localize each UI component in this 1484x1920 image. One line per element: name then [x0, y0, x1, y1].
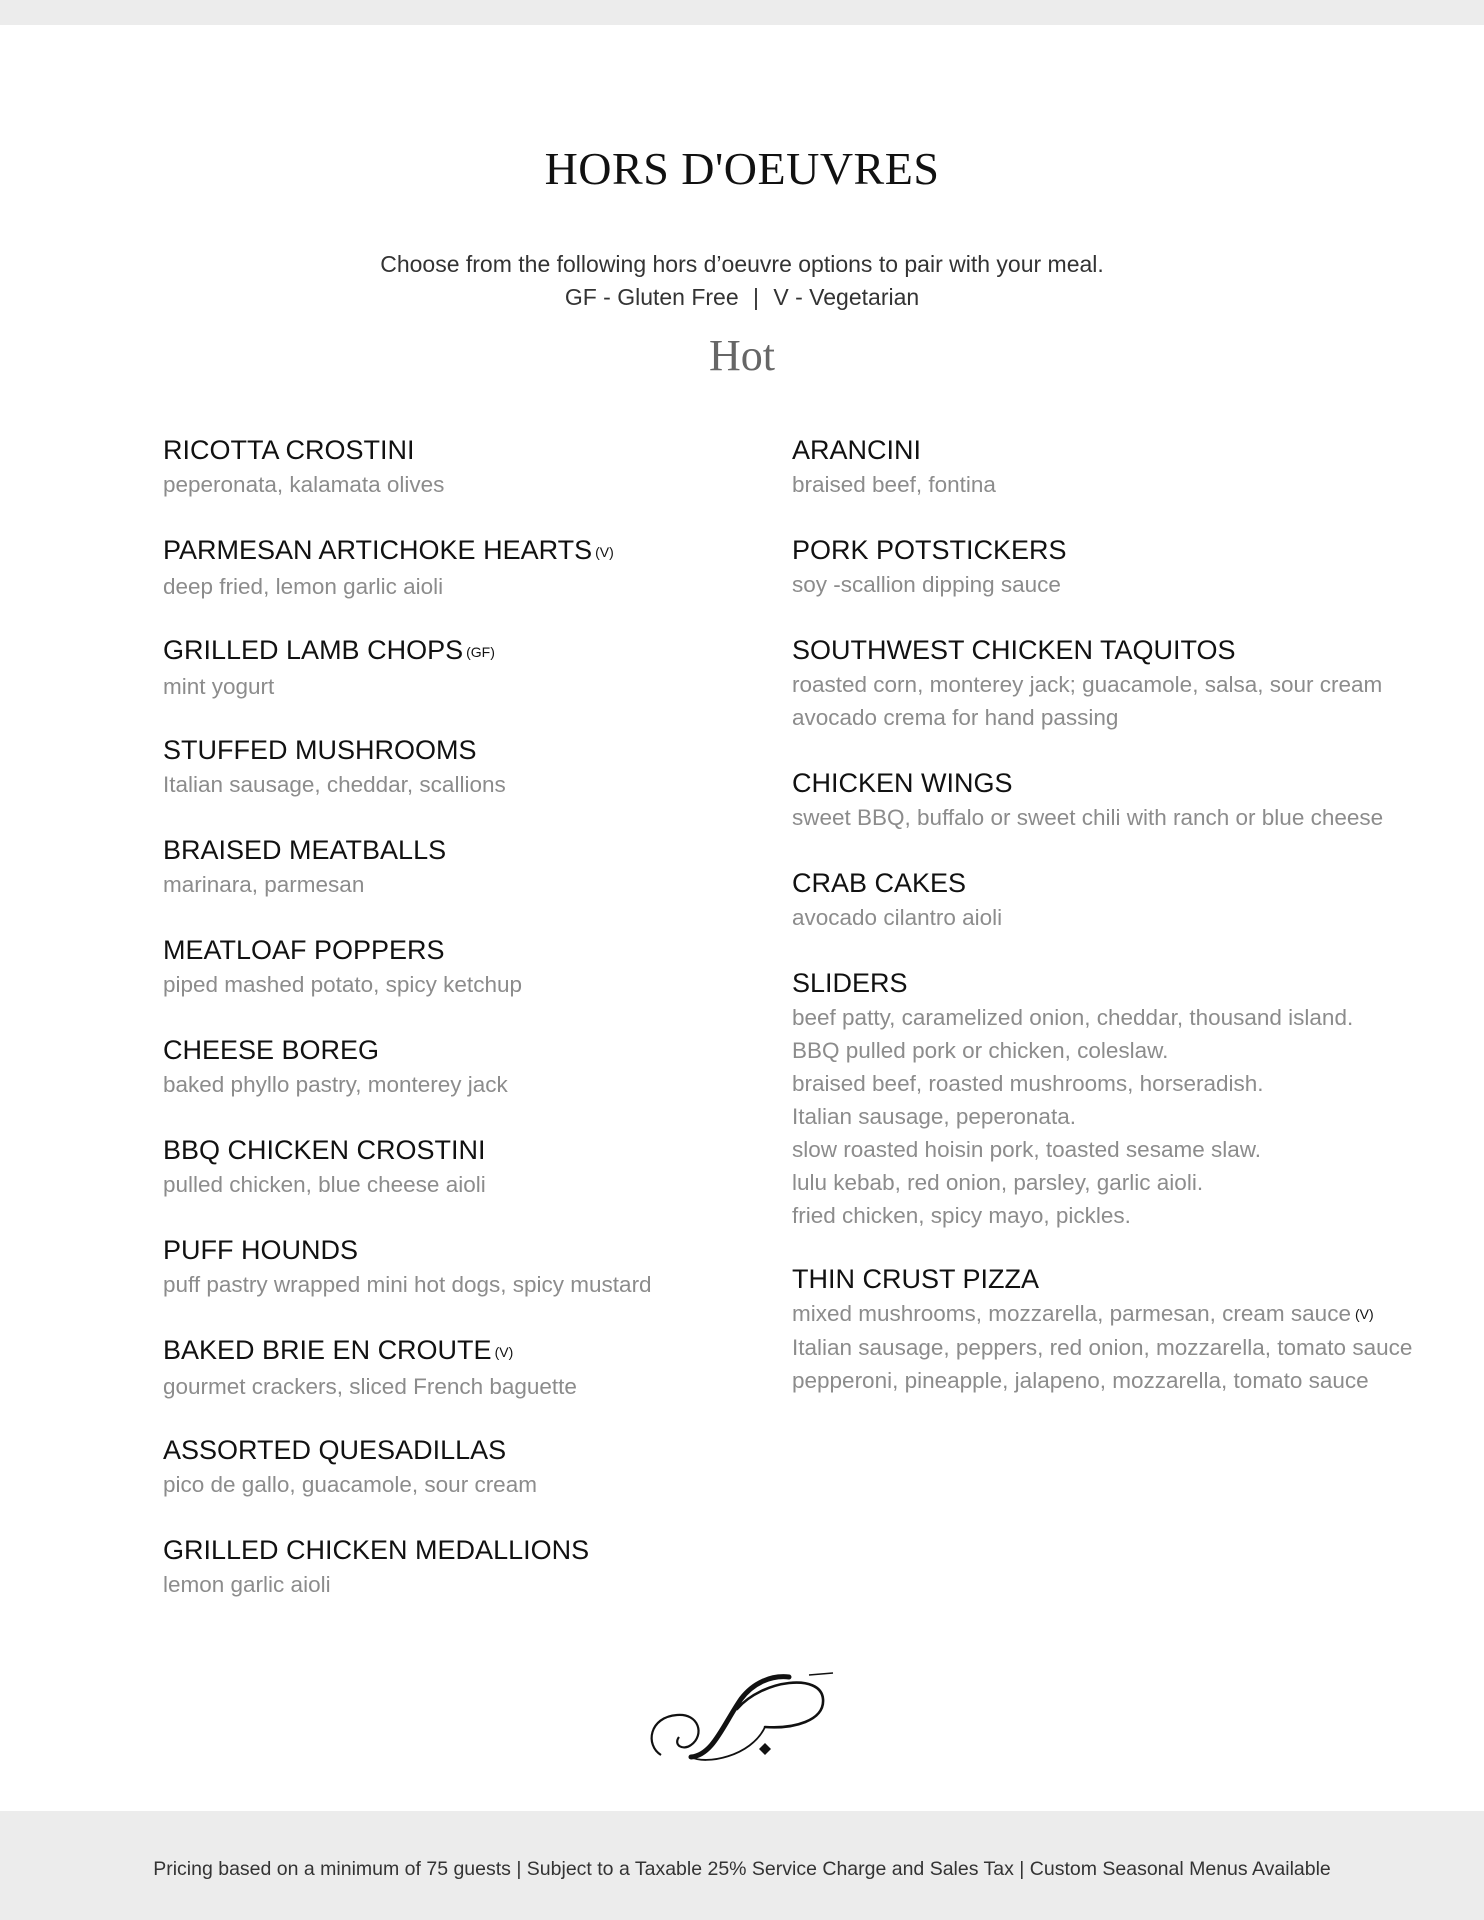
item-description: avocado cilantro aioli	[792, 905, 1003, 930]
description-line: avocado crema for hand passing	[792, 705, 1119, 730]
item-name: BBQ CHICKEN CROSTINI	[163, 1135, 486, 1165]
menu-item	[163, 1132, 763, 1232]
menu-item	[163, 632, 763, 732]
section-heading: Hot	[709, 331, 775, 380]
dietary-tag: (V)	[595, 544, 614, 560]
pricing-note: Pricing based on a minimum of 75 guests | Subject to a Taxable 25% Service Charge and Sales Tax | Custom Seasonal Menus Available	[153, 1858, 1331, 1880]
item-description: Italian sausage, cheddar, scallions	[163, 772, 506, 797]
description-line: Italian sausage, peppers, red onion, mozzarella, tomato sauce	[792, 1335, 1413, 1360]
item-name: BAKED BRIE EN CROUTE (V)	[163, 1335, 514, 1365]
right-menu-column	[792, 432, 1432, 1393]
item-description: puff pastry wrapped mini hot dogs, spicy mustard	[163, 1272, 652, 1297]
item-description: deep fried, lemon garlic aioli	[163, 574, 444, 599]
item-description: peperonata, kalamata olives	[163, 472, 445, 497]
menu-item	[163, 1532, 763, 1632]
intro	[0, 248, 1484, 314]
dietary-tag: (V)	[1354, 1306, 1374, 1322]
menu-item	[163, 732, 763, 832]
menu-item	[163, 1032, 763, 1132]
item-name: CRAB CAKES	[792, 868, 967, 898]
menu-item	[792, 1261, 1432, 1393]
item-description: sweet BBQ, buffalo or sweet chili with ranch or blue cheese	[792, 805, 1384, 830]
item-description: lemon garlic aioli	[163, 1572, 331, 1597]
item-name: PUFF HOUNDS	[163, 1235, 358, 1265]
dietary-tag: (V)	[494, 1344, 514, 1360]
item-name: PORK POTSTICKERS	[792, 535, 1067, 565]
item-name: PARMESAN ARTICHOKE HEARTS (V)	[163, 535, 614, 565]
item-description: piped mashed potato, spicy ketchup	[163, 972, 522, 997]
footer	[0, 1811, 1484, 1920]
menu-item	[163, 832, 763, 932]
dietary-tag: (GF)	[466, 644, 495, 660]
item-name: GRILLED CHICKEN MEDALLIONS	[163, 1535, 590, 1565]
item-description: marinara, parmesan	[163, 872, 365, 897]
menu-item	[163, 1232, 763, 1332]
intro-line: Choose from the following hors d’oeuvre options to pair with your meal.	[380, 251, 1104, 277]
item-description: pulled chicken, blue cheese aioli	[163, 1172, 486, 1197]
gf-key: GF - Gluten Free	[564, 284, 739, 310]
menu-item	[792, 865, 1432, 965]
description-line: beef patty, caramelized onion, cheddar, thousand island.	[792, 1005, 1354, 1030]
description-line: Italian sausage, peperonata.	[792, 1104, 1076, 1129]
description-line: fried chicken, spicy mayo, pickles.	[792, 1203, 1131, 1228]
left-menu-column	[163, 432, 763, 1632]
item-name: RICOTTA CROSTINI	[163, 435, 415, 465]
menu-item	[792, 765, 1432, 865]
menu-item	[792, 432, 1432, 532]
item-description: soy -scallion dipping sauce	[792, 572, 1061, 597]
page-title: HORS D'OEUVRES	[544, 143, 940, 194]
top-strip	[0, 0, 1484, 25]
description-line: braised beef, roasted mushrooms, horseradish.	[792, 1071, 1264, 1096]
item-description: braised beef, fontina	[792, 472, 996, 497]
item-name: SLIDERS	[792, 968, 908, 998]
item-name: ARANCINI	[792, 435, 922, 465]
item-description: pico de gallo, guacamole, sour cream	[163, 1472, 537, 1497]
description-line: slow roasted hoisin pork, toasted sesame slaw.	[792, 1137, 1261, 1162]
item-name: ASSORTED QUESADILLAS	[163, 1435, 507, 1465]
menu-item	[163, 1332, 763, 1432]
item-description	[792, 1297, 1432, 1397]
menu-item	[163, 532, 763, 632]
menu-item	[163, 1432, 763, 1532]
monogram-logo	[643, 1665, 839, 1765]
item-name: CHICKEN WINGS	[792, 768, 1013, 798]
description-line: roasted corn, monterey jack; guacamole, salsa, sour cream	[792, 672, 1383, 697]
menu-item	[792, 532, 1432, 632]
item-description: mint yogurt	[163, 674, 275, 699]
description-line: BBQ pulled pork or chicken, coleslaw.	[792, 1038, 1169, 1063]
item-description: baked phyllo pastry, monterey jack	[163, 1072, 508, 1097]
dietary-key	[0, 281, 1484, 314]
description-line: mixed mushrooms, mozzarella, parmesan, cream sauce (V)	[792, 1301, 1374, 1326]
menu-item	[792, 632, 1432, 765]
item-description	[792, 1001, 1432, 1232]
item-description: gourmet crackers, sliced French baguette	[163, 1374, 577, 1399]
menu-item	[163, 932, 763, 1032]
menu-item	[792, 965, 1432, 1261]
item-name: STUFFED MUSHROOMS	[163, 735, 477, 765]
item-description	[792, 668, 1432, 734]
item-name: MEATLOAF POPPERS	[163, 935, 445, 965]
v-key: V - Vegetarian	[773, 284, 920, 310]
item-name: THIN CRUST PIZZA	[792, 1264, 1040, 1294]
description-line: lulu kebab, red onion, parsley, garlic aioli.	[792, 1170, 1204, 1195]
item-name: SOUTHWEST CHICKEN TAQUITOS	[792, 635, 1236, 665]
key-divider: |	[753, 284, 760, 310]
item-name: GRILLED LAMB CHOPS (GF)	[163, 635, 495, 665]
item-name: BRAISED MEATBALLS	[163, 835, 447, 865]
menu-item	[163, 432, 763, 532]
description-line: pepperoni, pineapple, jalapeno, mozzarella, tomato sauce	[792, 1368, 1369, 1393]
item-name: CHEESE BOREG	[163, 1035, 380, 1065]
